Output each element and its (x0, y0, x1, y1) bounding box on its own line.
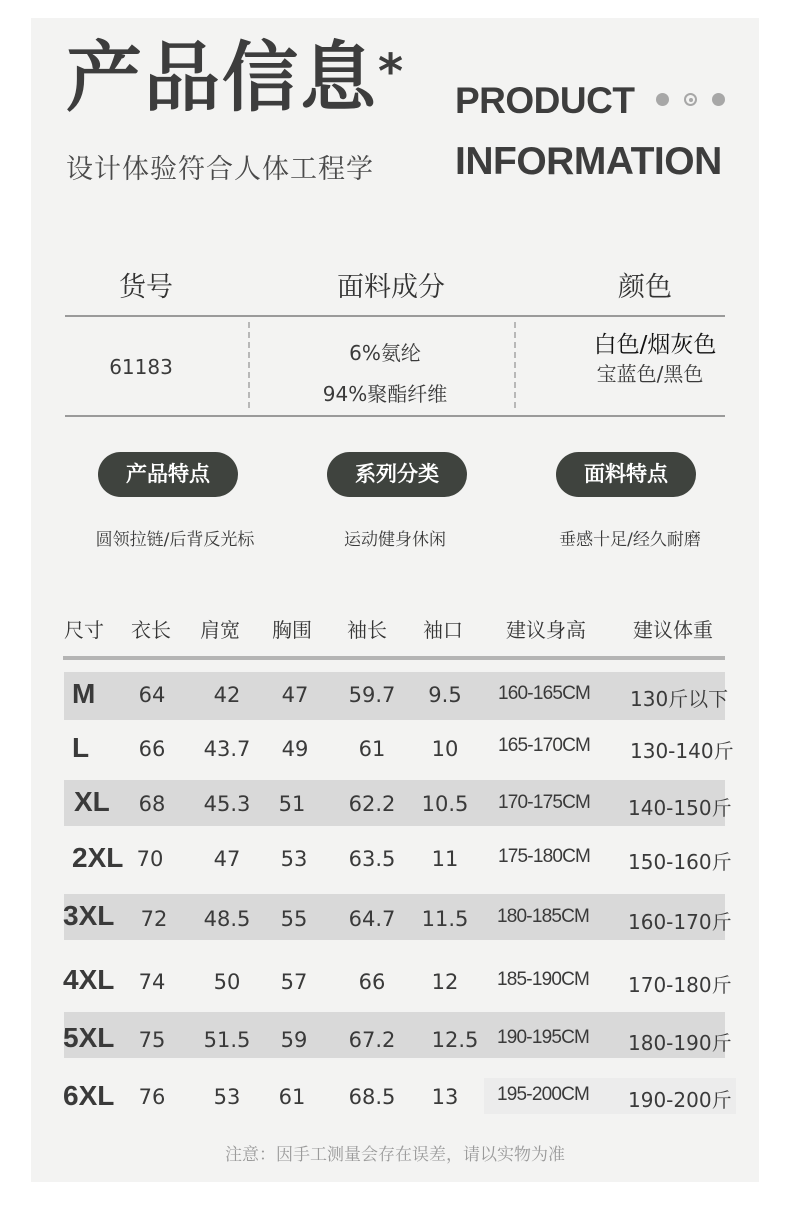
fabric-line-2: 94%聚酯纤维 (322, 382, 448, 406)
height-value: 180-185CM (497, 906, 590, 927)
color-line-2: 宝蓝色/黑色 (596, 362, 704, 386)
size-header-height: 建议身高 (506, 618, 586, 642)
english-title-line2: INFORMATION (455, 140, 722, 183)
height-value: 160-165CM (498, 683, 591, 704)
height-value: 170-175CM (498, 792, 591, 813)
length-value: 68 (138, 792, 166, 816)
cuff-value: 12 (431, 970, 459, 994)
length-value: 66 (138, 737, 166, 761)
color-line-1: 白色/烟灰色 (593, 332, 717, 358)
weight-value: 180-190斤 (628, 1031, 732, 1055)
sleeve-value: 64.7 (348, 907, 396, 931)
product-features-text: 圆领拉链/后背反光标 (95, 530, 255, 550)
fabric-line-1: 6%氨纶 (349, 341, 421, 365)
page-title: 产品信息 (66, 33, 378, 122)
info-column-divider (248, 322, 250, 408)
shoulder-value: 53 (213, 1085, 241, 1109)
size-label: 4XL (63, 964, 115, 995)
chest-value: 47 (281, 683, 309, 707)
height-value: 165-170CM (498, 735, 591, 756)
header-color: 颜色 (618, 272, 672, 303)
size-label: L (72, 732, 90, 763)
weight-value: 140-150斤 (628, 796, 732, 820)
length-value: 75 (138, 1028, 166, 1052)
measurement-note: 注意：因手工测量会存在误差，请以实物为准 (225, 1145, 565, 1165)
height-value: 175-180CM (498, 846, 591, 867)
cuff-value: 10.5 (421, 792, 469, 816)
chest-value: 49 (281, 737, 309, 761)
size-label: 3XL (63, 900, 115, 931)
cuff-value: 9.5 (428, 683, 462, 707)
height-value: 195-200CM (497, 1084, 590, 1105)
length-value: 74 (138, 970, 166, 994)
shoulder-value: 45.3 (203, 792, 251, 816)
shoulder-value: 51.5 (203, 1028, 251, 1052)
shoulder-value: 47 (213, 847, 241, 871)
size-label: M (72, 678, 96, 709)
shoulder-value: 43.7 (203, 737, 251, 761)
info-bottom-divider (65, 415, 725, 417)
item-number: 61183 (109, 355, 173, 379)
size-header-sleeve: 袖长 (347, 618, 387, 642)
info-top-divider (65, 315, 725, 317)
height-value: 185-190CM (497, 969, 590, 990)
fabric-features-text: 垂感十足/经久耐磨 (559, 530, 701, 550)
chest-value: 53 (280, 847, 308, 871)
info-panel (31, 18, 759, 1182)
size-header-weight: 建议体重 (633, 618, 713, 642)
length-value: 76 (138, 1085, 166, 1109)
info-column-divider (514, 322, 516, 408)
badge-product-features: 产品特点 (98, 452, 238, 497)
sleeve-value: 68.5 (348, 1085, 396, 1109)
weight-value: 170-180斤 (628, 973, 732, 997)
badge-fabric-features: 面料特点 (556, 452, 696, 497)
size-label: XL (74, 786, 110, 817)
series-category-text: 运动健身休闲 (344, 530, 446, 550)
length-value: 70 (136, 847, 164, 871)
title-star: * (378, 44, 404, 100)
length-value: 64 (138, 683, 166, 707)
cuff-value: 12.5 (431, 1028, 479, 1052)
header-fabric: 面料成分 (337, 272, 445, 303)
sleeve-value: 61 (358, 737, 386, 761)
size-header-shoulder: 肩宽 (200, 618, 240, 642)
shoulder-value: 42 (213, 683, 241, 707)
shoulder-value: 50 (213, 970, 241, 994)
decorative-dots-icon (656, 92, 726, 108)
size-label: 2XL (72, 842, 124, 873)
size-label: 6XL (63, 1080, 115, 1111)
size-header-chest: 胸围 (272, 618, 312, 642)
size-label: 5XL (63, 1022, 115, 1053)
size-header-size: 尺寸 (64, 618, 104, 642)
weight-value: 130-140斤 (630, 739, 734, 763)
chest-value: 61 (278, 1085, 306, 1109)
chest-value: 55 (280, 907, 308, 931)
size-header-length: 衣长 (131, 618, 171, 642)
sleeve-value: 67.2 (348, 1028, 396, 1052)
sleeve-value: 62.2 (348, 792, 396, 816)
size-header-divider (63, 656, 725, 660)
sleeve-value: 63.5 (348, 847, 396, 871)
sleeve-value: 66 (358, 970, 386, 994)
chest-value: 51 (278, 792, 306, 816)
page-subtitle: 设计体验符合人体工程学 (66, 154, 374, 185)
chest-value: 59 (280, 1028, 308, 1052)
shoulder-value: 48.5 (203, 907, 251, 931)
cuff-value: 13 (431, 1085, 459, 1109)
header-item-no: 货号 (119, 272, 173, 303)
weight-value: 130斤以下 (630, 687, 729, 711)
sleeve-value: 59.7 (348, 683, 396, 707)
length-value: 72 (140, 907, 168, 931)
chest-value: 57 (280, 970, 308, 994)
weight-value: 190-200斤 (628, 1088, 732, 1112)
english-title-line1: PRODUCT (455, 80, 635, 121)
weight-value: 150-160斤 (628, 850, 732, 874)
badge-series-category: 系列分类 (327, 452, 467, 497)
size-header-cuff: 袖口 (423, 618, 463, 642)
height-value: 190-195CM (497, 1027, 590, 1048)
cuff-value: 10 (431, 737, 459, 761)
weight-value: 160-170斤 (628, 910, 732, 934)
cuff-value: 11.5 (421, 907, 469, 931)
cuff-value: 11 (431, 847, 459, 871)
